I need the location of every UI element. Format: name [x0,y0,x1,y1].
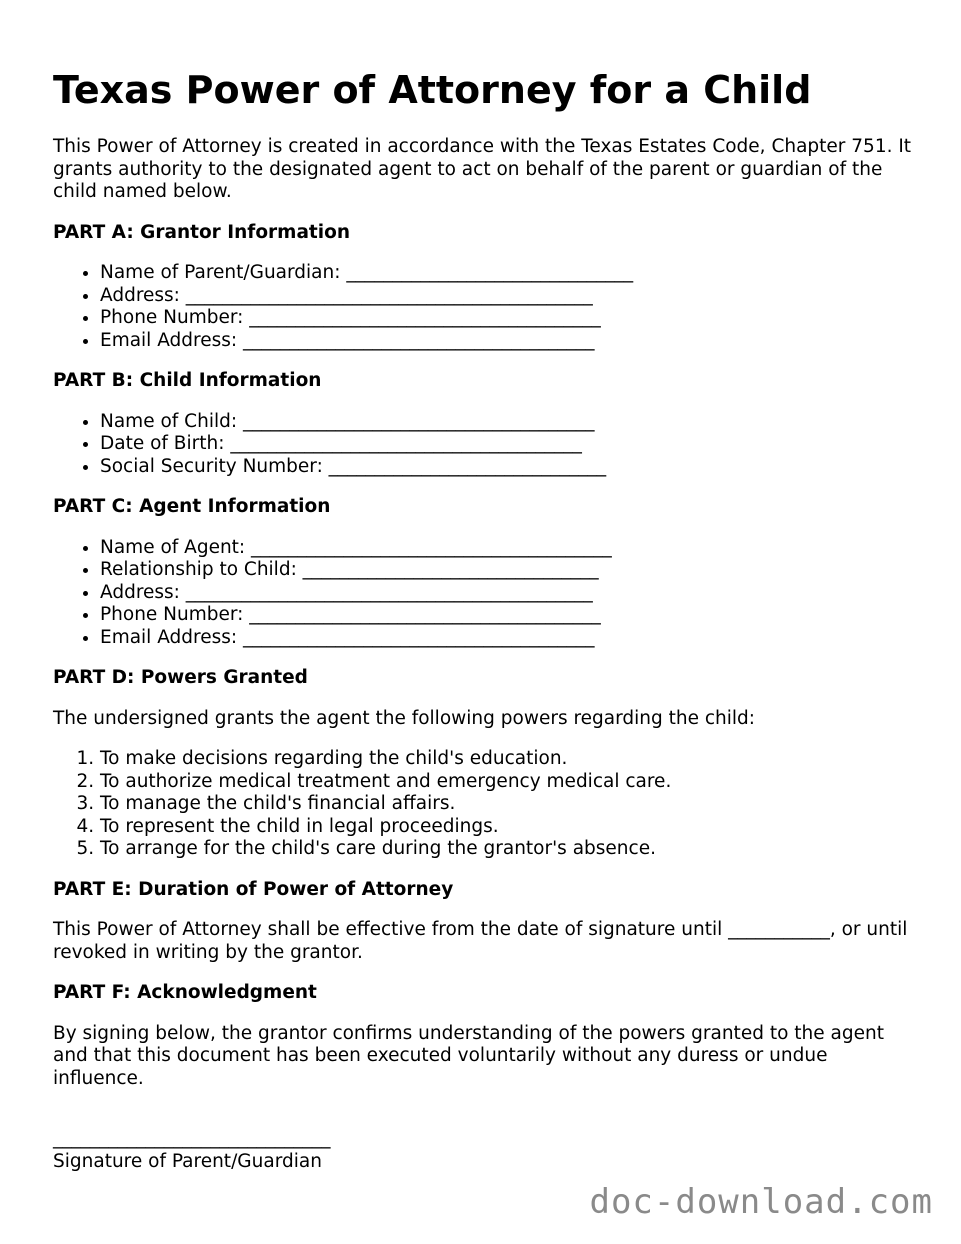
list-item: • Date of Birth: ______________________________________ [100,433,923,456]
duration-paragraph: This Power of Attorney shall be effective from the date of signature until ___________, or until revoked in writing by the grantor. [53,919,908,963]
list-item: 4. To represent the child in legal proceedings. [100,816,923,839]
signature-line: ______________________________ [53,1128,331,1149]
list-item: 1. To make decisions regarding the child's education. [100,748,923,771]
document-title: Texas Power of Attorney for a Child [53,68,812,112]
signature-block [53,1128,923,1173]
signature-label: Signature of Parent/Guardian [53,1150,322,1172]
list-item: 5. To arrange for the child's care during the grantor's absence. [100,838,923,861]
watermark: doc-download.com [589,1182,933,1222]
list-item: • Name of Child: ______________________________________ [100,411,923,434]
part-b-list [53,411,923,479]
part-a-list [53,262,923,352]
list-item: • Phone Number: ______________________________________ [100,307,923,330]
list-item: • Address: ____________________________________________ [100,285,923,308]
part-c-heading: PART C: Agent Information [53,496,331,517]
part-c-list [53,537,923,650]
powers-list [53,748,923,861]
intro-paragraph: This Power of Attorney is created in accordance with the Texas Estates Code, Chapter 751. It grants authority to the designated agent to act on behalf of the parent or guardian of the child named below. [53,136,912,202]
part-a-heading: PART A: Grantor Information [53,221,350,243]
part-d-intro: The undersigned grants the agent the following powers regarding the child: [53,707,756,729]
list-item: 3. To manage the child's financial affairs. [100,793,923,816]
acknowledgment-paragraph: By signing below, the grantor confirms understanding of the powers granted to the agent and that this document has been executed voluntarily without any duress or undue influence. [53,1022,884,1089]
part-d-heading: PART D: Powers Granted [53,667,308,688]
list-item: • Address: ____________________________________________ [100,582,923,605]
list-item: • Email Address: ______________________________________ [100,627,923,650]
part-b-heading: PART B: Child Information [53,370,322,391]
list-item: • Name of Agent: _______________________________________ [100,537,923,560]
list-item: • Name of Parent/Guardian: _______________________________ [100,262,923,285]
part-e-heading: PART E: Duration of Power of Attorney [53,878,454,900]
list-item: • Social Security Number: ______________________________ [100,456,923,479]
document-page [53,62,923,1173]
list-item: • Phone Number: ______________________________________ [100,604,923,627]
list-item: • Email Address: ______________________________________ [100,330,923,353]
part-f-heading: PART F: Acknowledgment [53,982,317,1003]
list-item: 2. To authorize medical treatment and emergency medical care. [100,771,923,794]
list-item: • Relationship to Child: ________________________________ [100,559,923,582]
